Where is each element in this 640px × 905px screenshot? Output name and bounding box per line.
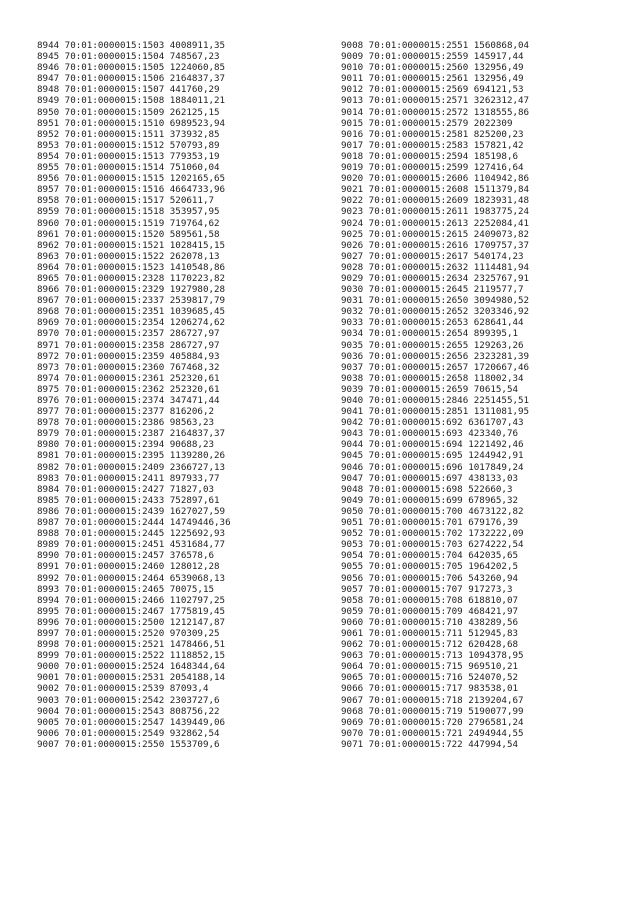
data-row: 9059 70:01:0000015:709 468421,97 [341,605,519,617]
data-row: 8989 70:01:0000015:2451 4531684,77 [37,539,226,551]
data-row: 8986 70:01:0000015:2439 1627027,59 [37,505,226,517]
data-row: 9051 70:01:0000015:701 679176,39 [341,517,519,529]
data-row: 9068 70:01:0000015:719 5190077,99 [341,705,524,717]
data-row: 8988 70:01:0000015:2445 1225692,93 [37,528,226,540]
data-row: 9055 70:01:0000015:705 1964202,5 [341,561,519,573]
data-row: 9020 70:01:0000015:2606 1104942,86 [341,173,530,185]
data-row: 8961 70:01:0000015:1520 589561,58 [37,228,220,240]
data-row: 9060 70:01:0000015:710 438289,56 [341,616,519,628]
data-row: 9063 70:01:0000015:713 1094378,95 [341,650,524,662]
data-row: 9046 70:01:0000015:696 1017849,24 [341,461,524,473]
data-row: 9061 70:01:0000015:711 512945,83 [341,627,519,639]
data-row: 9021 70:01:0000015:2608 1511379,84 [341,184,530,196]
data-row: 8990 70:01:0000015:2457 376578,6 [37,550,215,562]
data-row: 8977 70:01:0000015:2377 816206,2 [37,406,215,418]
data-row: 9011 70:01:0000015:2561 132956,49 [341,73,524,85]
data-row: 8987 70:01:0000015:2444 14749446,36 [37,517,231,529]
data-row: 8975 70:01:0000015:2362 252320,61 [37,383,220,395]
data-row: 9006 70:01:0000015:2549 932862,54 [37,727,220,739]
data-row: 8947 70:01:0000015:1506 2164837,37 [37,73,226,85]
data-row: 8948 70:01:0000015:1507 441760,29 [37,84,220,96]
data-row: 9017 70:01:0000015:2583 157821,42 [341,139,524,151]
data-row: 9010 70:01:0000015:2560 132956,49 [341,62,524,74]
data-row: 8976 70:01:0000015:2374 347471,44 [37,395,220,406]
data-row: 9024 70:01:0000015:2613 2252084,41 [341,217,530,229]
data-row: 8958 70:01:0000015:1517 520611,7 [37,195,215,207]
data-row: 8979 70:01:0000015:2387 2164837,37 [37,428,226,440]
data-row: 8983 70:01:0000015:2411 897933,77 [37,472,220,484]
data-row: 9033 70:01:0000015:2653 628641,44 [341,317,524,329]
left-column [37,40,231,750]
data-row: 8964 70:01:0000015:1523 1410548,86 [37,261,226,273]
data-row: 9070 70:01:0000015:721 2494944,55 [341,727,524,739]
data-row: 8998 70:01:0000015:2521 1478466,51 [37,639,226,651]
data-row: 9000 70:01:0000015:2524 1648344,64 [37,661,226,673]
data-row: 9065 70:01:0000015:716 524070,52 [341,672,519,684]
data-row: 9018 70:01:0000015:2594 185198,6 [341,150,519,162]
data-row: 9041 70:01:0000015:2851 1311081,95 [341,406,530,418]
data-row: 9048 70:01:0000015:698 522660,3 [341,483,513,495]
data-row: 9056 70:01:0000015:706 543260,94 [341,572,519,584]
data-row: 9067 70:01:0000015:718 2139204,67 [341,694,524,706]
data-row: 8995 70:01:0000015:2467 1775819,45 [37,605,226,617]
data-row: 8955 70:01:0000015:1514 751060,04 [37,162,220,174]
data-row: 9052 70:01:0000015:702 1732222,09 [341,528,524,540]
data-row: 9064 70:01:0000015:715 969510,21 [341,661,519,673]
data-row: 8962 70:01:0000015:1521 1028415,15 [37,239,226,251]
right-column [341,40,529,750]
data-row: 8974 70:01:0000015:2361 252320,61 [37,372,220,384]
data-row: 8966 70:01:0000015:2329 1927980,28 [37,284,226,296]
data-row: 8952 70:01:0000015:1511 373932,85 [37,128,220,140]
data-row: 8973 70:01:0000015:2360 767468,32 [37,361,220,373]
data-row: 8945 70:01:0000015:1504 748567,23 [37,51,220,63]
data-row: 9039 70:01:0000015:2659 70615,54 [341,383,519,395]
data-row: 9022 70:01:0000015:2609 1823931,48 [341,195,530,207]
data-row: 9045 70:01:0000015:695 1244942,91 [341,450,524,462]
data-row: 9025 70:01:0000015:2615 2409073,82 [341,228,530,240]
data-row: 8967 70:01:0000015:2337 2539817,79 [37,295,226,307]
data-row: 9066 70:01:0000015:717 983538,01 [341,683,519,695]
data-row: 9034 70:01:0000015:2654 899395,1 [341,328,519,340]
data-row: 9038 70:01:0000015:2658 118002,34 [341,372,524,384]
data-row: 9044 70:01:0000015:694 1221492,46 [341,439,524,451]
data-row: 8951 70:01:0000015:1510 6989523,94 [37,117,226,129]
data-row: 9003 70:01:0000015:2542 2303727,6 [37,694,220,706]
data-row: 9031 70:01:0000015:2650 3094980,52 [341,295,530,307]
data-row: 9057 70:01:0000015:707 917273,3 [341,583,513,595]
data-row: 9015 70:01:0000015:2579 2022309 [341,117,513,129]
data-row: 8982 70:01:0000015:2409 2366727,13 [37,461,226,473]
data-row: 9058 70:01:0000015:708 618810,07 [341,594,519,606]
data-row: 9049 70:01:0000015:699 678965,32 [341,494,519,506]
data-row: 8944 70:01:0000015:1503 4008911,35 [37,40,226,51]
data-row: 8992 70:01:0000015:2464 6539068,13 [37,572,226,584]
data-row: 8949 70:01:0000015:1508 1884011,21 [37,95,226,107]
data-row: 9005 70:01:0000015:2547 1439449,06 [37,716,226,728]
data-row: 9071 70:01:0000015:722 447994,54 [341,738,519,750]
data-row: 8996 70:01:0000015:2500 1212147,87 [37,616,226,628]
data-row: 9008 70:01:0000015:2551 1560868,04 [341,40,530,51]
data-row: 9030 70:01:0000015:2645 2119577,7 [341,284,524,296]
data-row: 8963 70:01:0000015:1522 262078,13 [37,250,220,262]
data-row: 9040 70:01:0000015:2846 2251455,51 [341,395,530,406]
data-row: 9001 70:01:0000015:2531 2054188,14 [37,672,226,684]
data-row: 8953 70:01:0000015:1512 570793,89 [37,139,220,151]
data-row: 8969 70:01:0000015:2354 1206274,62 [37,317,226,329]
data-row: 8972 70:01:0000015:2359 405884,93 [37,350,220,362]
data-row: 8978 70:01:0000015:2386 98563,23 [37,417,215,429]
data-row: 8993 70:01:0000015:2465 70075,15 [37,583,215,595]
data-row: 8956 70:01:0000015:1515 1202165,65 [37,173,226,185]
data-row: 8984 70:01:0000015:2427 71827,03 [37,483,215,495]
data-row: 8954 70:01:0000015:1513 779353,19 [37,150,220,162]
data-row: 9023 70:01:0000015:2611 1983775,24 [341,206,530,218]
data-row: 9019 70:01:0000015:2599 127416,64 [341,162,524,174]
data-row: 8999 70:01:0000015:2522 1118852,15 [37,650,226,662]
data-row: 9053 70:01:0000015:703 6274222,54 [341,539,524,551]
data-row: 9014 70:01:0000015:2572 1318555,86 [341,106,530,118]
data-row: 8970 70:01:0000015:2357 286727,97 [37,328,220,340]
data-row: 9036 70:01:0000015:2656 2323281,39 [341,350,530,362]
data-row: 8980 70:01:0000015:2394 90688,23 [37,439,215,451]
data-row: 8957 70:01:0000015:1516 4664733,96 [37,184,226,196]
data-row: 9032 70:01:0000015:2652 3203346,92 [341,306,530,318]
data-row: 9062 70:01:0000015:712 620428,68 [341,639,519,651]
data-row: 9026 70:01:0000015:2616 1709757,37 [341,239,530,251]
data-row: 9013 70:01:0000015:2571 3262312,47 [341,95,530,107]
data-row: 9037 70:01:0000015:2657 1720667,46 [341,361,530,373]
data-row: 9043 70:01:0000015:693 423340,76 [341,428,519,440]
data-row: 9016 70:01:0000015:2581 825200,23 [341,128,524,140]
data-row: 8950 70:01:0000015:1509 262125,15 [37,106,220,118]
data-row: 8971 70:01:0000015:2358 286727,97 [37,339,220,351]
data-row: 9050 70:01:0000015:700 4673122,82 [341,505,524,517]
data-row: 9069 70:01:0000015:720 2796581,24 [341,716,524,728]
data-row: 8985 70:01:0000015:2433 752897,61 [37,494,220,506]
data-row: 8981 70:01:0000015:2395 1139280,26 [37,450,226,462]
data-row: 8959 70:01:0000015:1518 353957,95 [37,206,220,218]
data-row: 9035 70:01:0000015:2655 129263,26 [341,339,524,351]
data-row: 9012 70:01:0000015:2569 694121,53 [341,84,524,96]
data-row: 9007 70:01:0000015:2550 1553709,6 [37,738,220,750]
data-row: 9002 70:01:0000015:2539 87093,4 [37,683,209,695]
data-row: 8946 70:01:0000015:1505 1224060,85 [37,62,226,74]
data-row: 8994 70:01:0000015:2466 1102797,25 [37,594,226,606]
data-row: 8965 70:01:0000015:2328 1170223,82 [37,272,226,284]
data-row: 8997 70:01:0000015:2520 970309,25 [37,627,220,639]
data-row: 9029 70:01:0000015:2634 2325767,91 [341,272,530,284]
data-row: 9027 70:01:0000015:2617 540174,23 [341,250,524,262]
data-row: 9004 70:01:0000015:2543 808756,22 [37,705,220,717]
data-row: 8968 70:01:0000015:2351 1039685,45 [37,306,226,318]
data-row: 8960 70:01:0000015:1519 719764,62 [37,217,220,229]
data-row: 9054 70:01:0000015:704 642035,65 [341,550,519,562]
data-row: 9009 70:01:0000015:2559 145917,44 [341,51,524,63]
data-row: 9042 70:01:0000015:692 6361707,43 [341,417,524,429]
data-row: 9047 70:01:0000015:697 438133,03 [341,472,519,484]
data-row: 9028 70:01:0000015:2632 1114481,94 [341,261,530,273]
data-row: 8991 70:01:0000015:2460 128012,28 [37,561,220,573]
